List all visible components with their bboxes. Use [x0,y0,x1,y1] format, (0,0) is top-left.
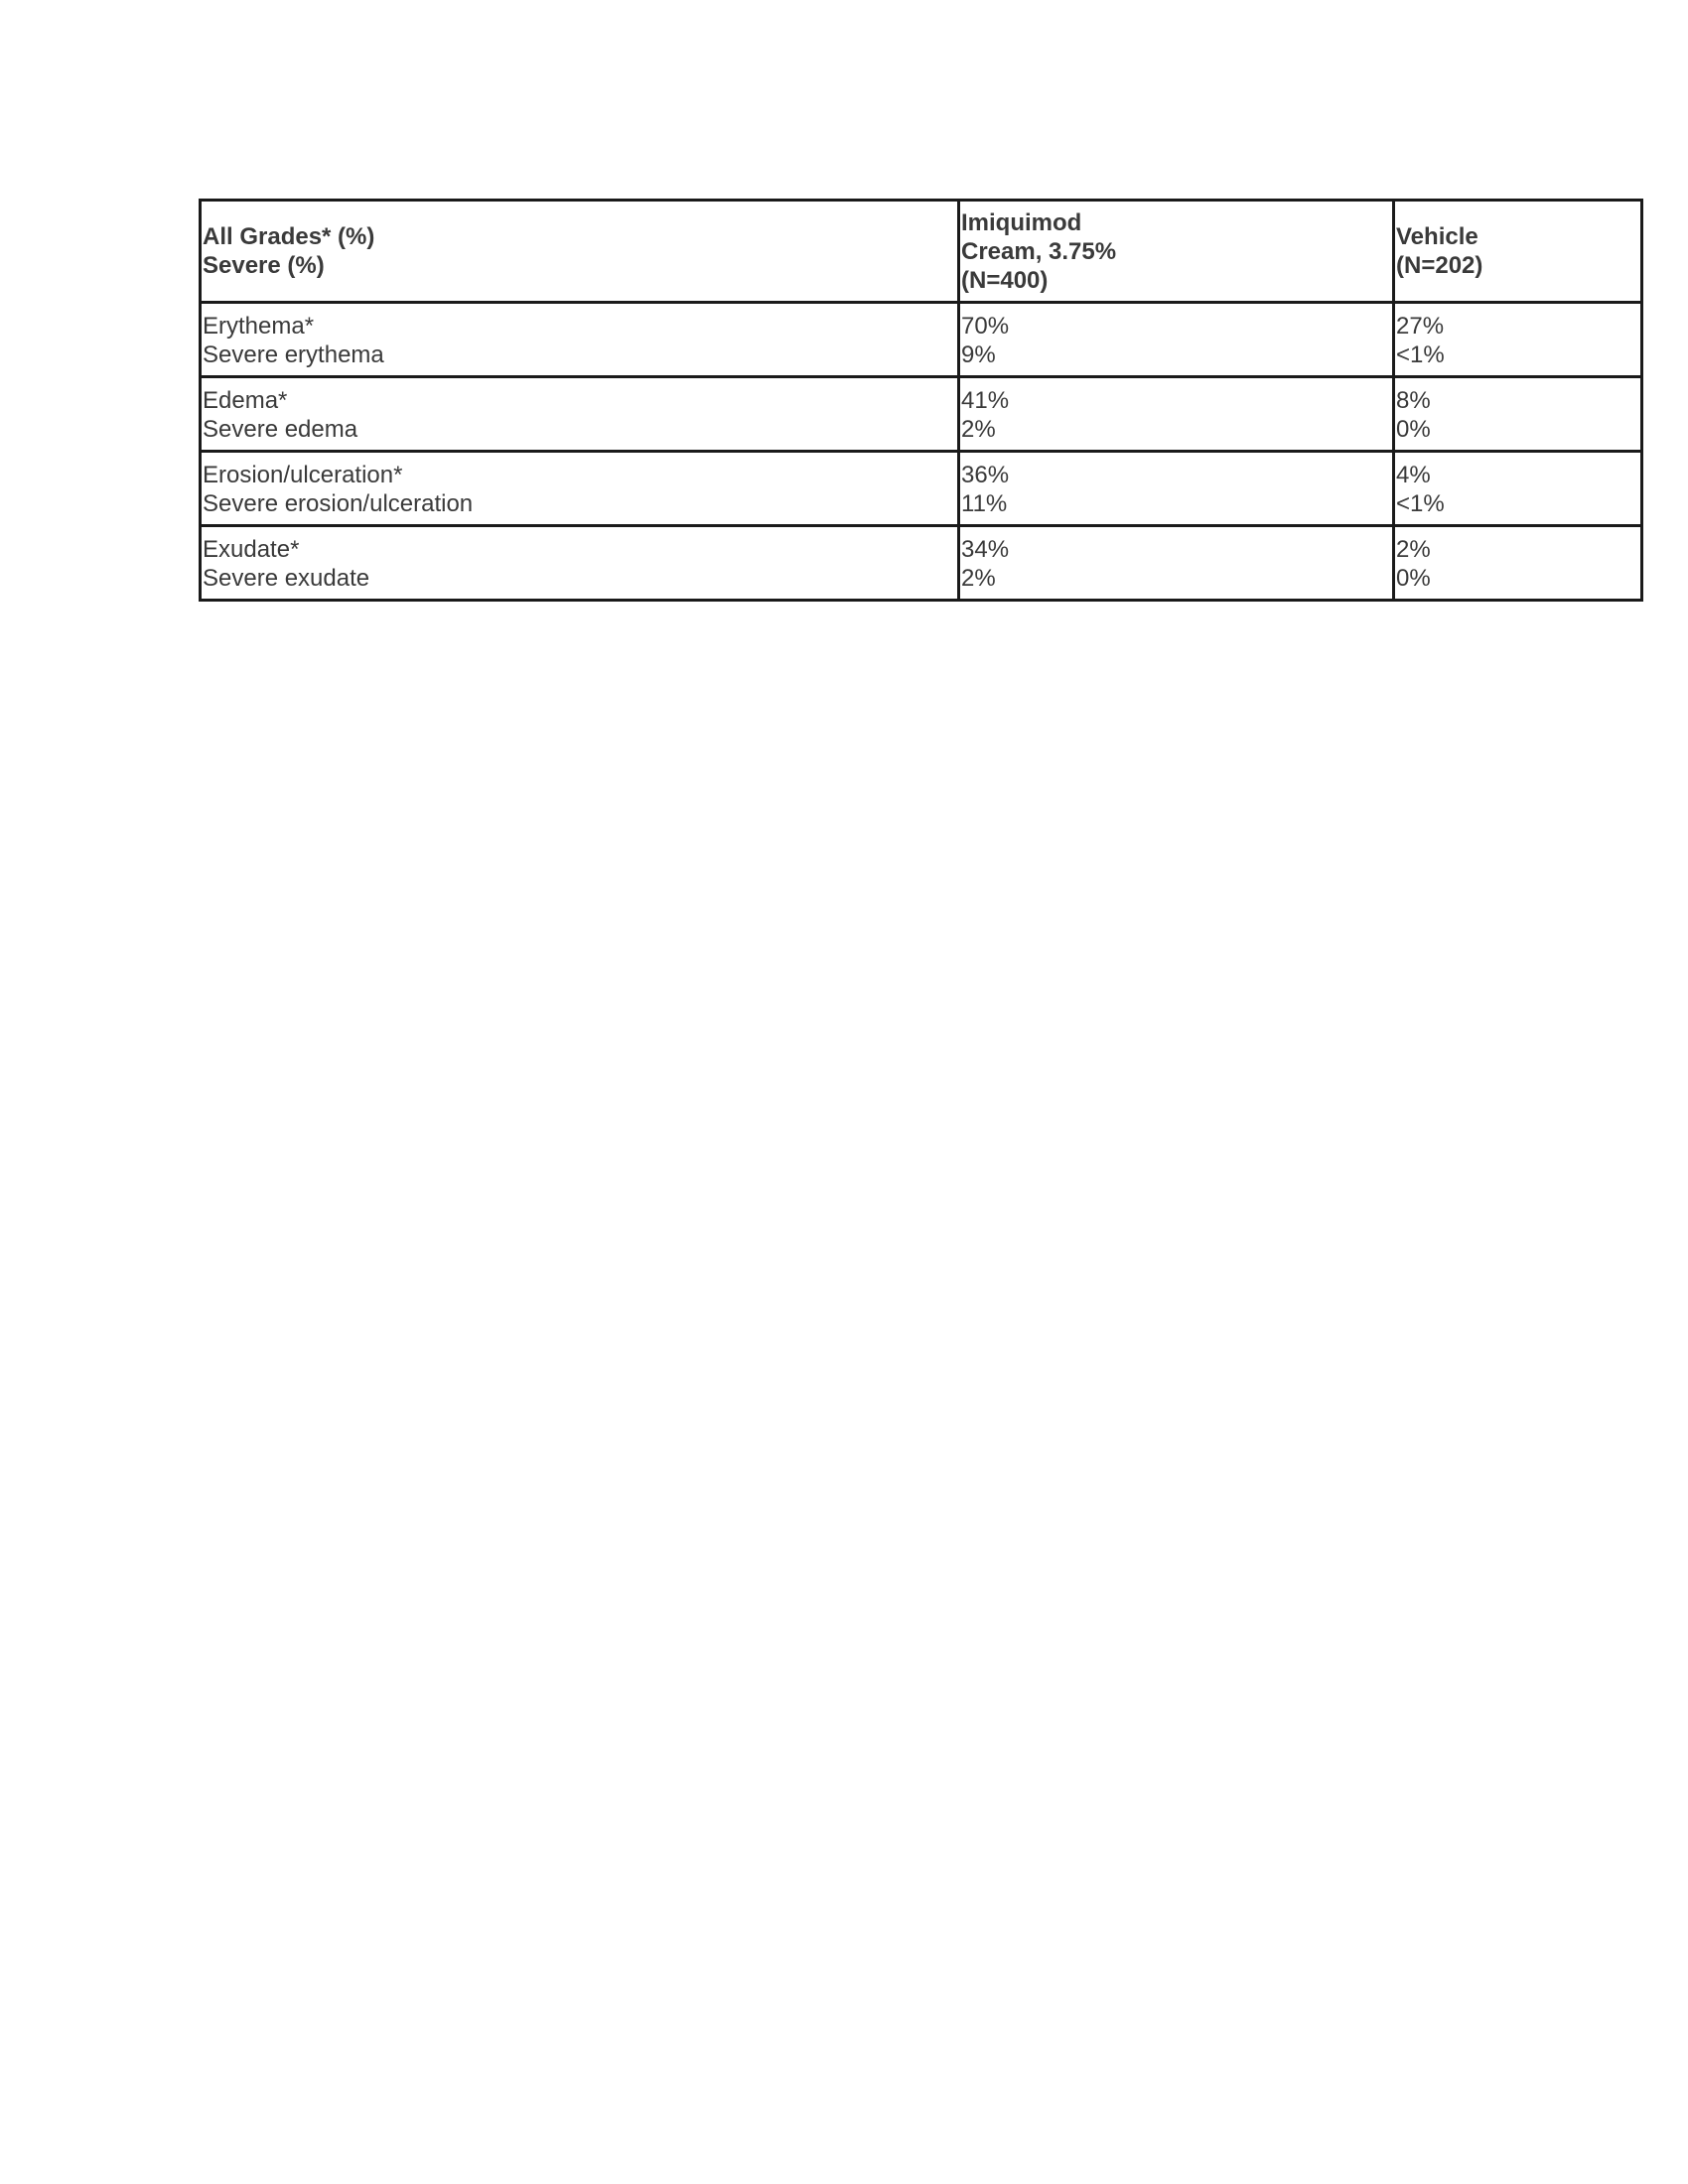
reaction-cell [201,377,959,452]
reaction-severe: Severe exudate [203,564,370,592]
vehicle-severe-value: <1% [1396,489,1445,517]
reaction-all-grades: Erythema* [203,312,315,340]
table-row [201,526,1642,601]
imiquimod-severe-value: 2% [961,564,996,592]
header-text: Cream, 3.75% [961,237,1117,265]
vehicle-severe-value: 0% [1396,415,1431,443]
imiquimod-cell [959,303,1394,377]
vehicle-severe-value: <1% [1396,341,1445,368]
vehicle-cell [1394,377,1642,452]
reaction-severe: Severe erythema [203,341,384,368]
imiquimod-cell [959,452,1394,526]
imiquimod-severe-value: 11% [961,489,1008,517]
vehicle-all-grades-value: 2% [1396,535,1431,563]
table-row [201,377,1642,452]
reaction-cell [201,303,959,377]
reaction-all-grades: Erosion/ulceration* [203,461,403,488]
local-skin-reactions-table [199,199,1643,602]
header-text: (N=202) [1396,252,1483,279]
imiquimod-all-grades-value: 36% [961,461,1010,488]
reaction-cell [201,452,959,526]
imiquimod-all-grades-value: 41% [961,386,1010,414]
header-text: Imiquimod [961,208,1082,236]
table-header-row [201,201,1642,303]
reaction-severe: Severe edema [203,415,358,443]
reaction-all-grades: Exudate* [203,535,300,563]
imiquimod-cell [959,526,1394,601]
reaction-severe: Severe erosion/ulceration [203,489,474,517]
header-vehicle [1394,201,1642,303]
table-row [201,303,1642,377]
vehicle-all-grades-value: 4% [1396,461,1431,488]
imiquimod-cell [959,377,1394,452]
header-grades [201,201,959,303]
imiquimod-severe-value: 2% [961,415,996,443]
vehicle-all-grades-value: 27% [1396,312,1445,340]
vehicle-cell [1394,303,1642,377]
table-row [201,452,1642,526]
vehicle-all-grades-value: 8% [1396,386,1431,414]
imiquimod-all-grades-value: 34% [961,535,1010,563]
header-text: Severe (%) [203,252,325,279]
header-text: (N=400) [961,266,1049,294]
header-text: All Grades* (%) [203,223,375,250]
reaction-cell [201,526,959,601]
imiquimod-all-grades-value: 70% [961,312,1010,340]
vehicle-cell [1394,526,1642,601]
vehicle-severe-value: 0% [1396,564,1431,592]
imiquimod-severe-value: 9% [961,341,996,368]
vehicle-cell [1394,452,1642,526]
reaction-all-grades: Edema* [203,386,288,414]
header-text: Vehicle [1396,223,1478,250]
header-imiquimod [959,201,1394,303]
